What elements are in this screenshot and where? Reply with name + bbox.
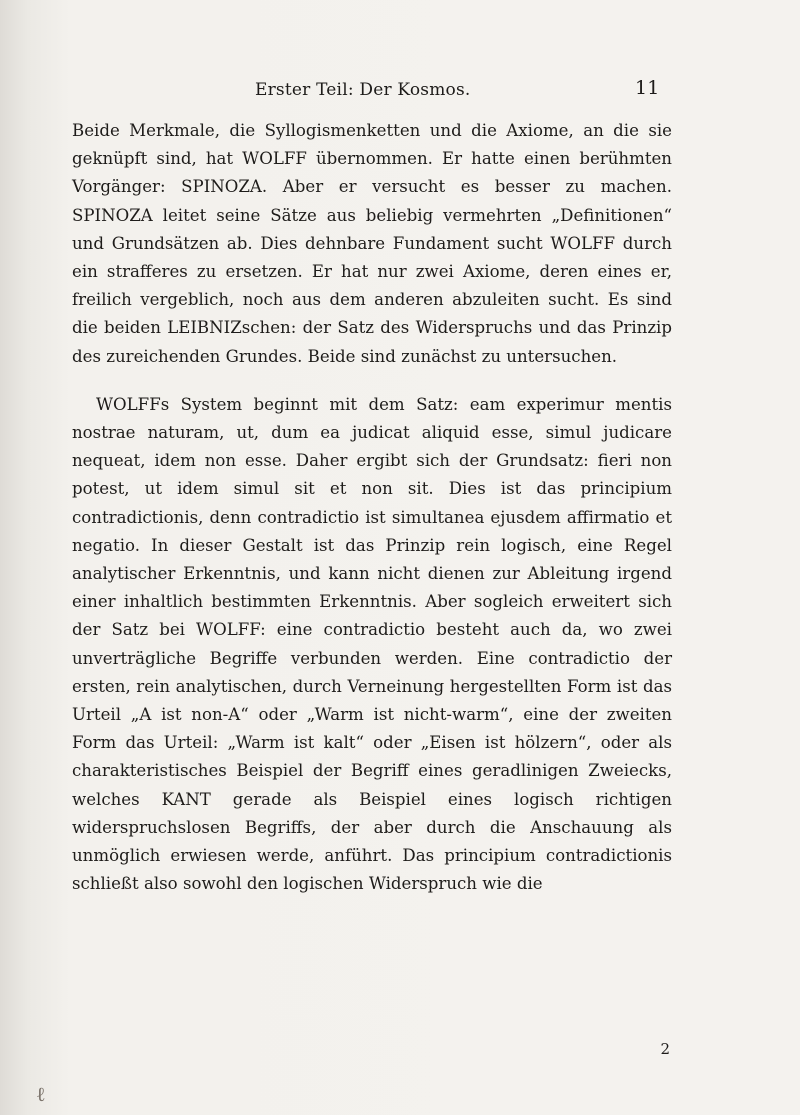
running-header [255, 77, 660, 100]
margin-pencil-mark: ℓ [36, 1082, 46, 1106]
paragraph-1: Beide Merkmale, die Syllogismenketten und die Axiome, an die sie geknüpft sind, hat WOLFF übernommen. Er hatte einen berühmten Vorgänger: SPINOZA. Aber er versucht es besser zu machen. SPINOZA leitet seine Sätze aus beliebig vermehrten „Definitionen“ und Grundsätzen ab. Dies dehnbare Fundament sucht WOLFF durch ein strafferes zu ersetzen. Er hat nur zwei Axiome, deren eines er, freilich vergeblich, noch aus dem anderen abzuleiten sucht. Es sind die beiden LEIBNIZschen: der Satz des Widerspruchs und das Prinzip des zureichenden Grundes. Beide sind zunächst zu untersuchen. [72, 121, 672, 366]
running-title: Erster Teil: Der Kosmos. [255, 80, 471, 100]
page-number: 11 [635, 77, 660, 99]
signature-mark: 2 [660, 1040, 670, 1058]
body-text [72, 117, 672, 898]
paragraph-2: WOLFFs System beginnt mit dem Satz: eam experimur mentis nostrae naturam, ut, dum ea judicat aliquid esse, simul judicare nequeat, idem non esse. Daher ergibt sich der Grundsatz: fieri non potest, ut idem simul sit et non sit. Dies ist das principium contradictionis, denn contradictio ist simultanea ejusdem affirmatio et negatio. In dieser Gestalt ist das Prinzip rein logisch, eine Regel analytischer Erkenntnis, und kann nicht dienen zur Ableitung irgend einer inhaltlich bestimmten Erkenntnis. Aber sogleich erweitert sich der Satz bei WOLFF: eine contradictio besteht auch da, wo zwei unverträgliche Begriffe verbunden werden. Eine contradictio der ersten, rein analytischen, durch Verneinung hergestellten Form ist das Urteil „A ist non-A“ oder „Warm ist nicht-warm“, eine der zweiten Form das Urteil: „Warm ist kalt“ oder „Eisen ist hölzern“, oder als charakteristisches Beispiel der Begriff eines geradlinigen Zweiecks, welches KANT gerade als Beispiel eines logisch richtigen widerspruchslosen Begriffs, der aber durch die Anschauung als unmöglich erwiesen werde, anführt. Das principium contradictionis schließt also sowohl den logischen Widerspruch wie die [72, 394, 672, 894]
